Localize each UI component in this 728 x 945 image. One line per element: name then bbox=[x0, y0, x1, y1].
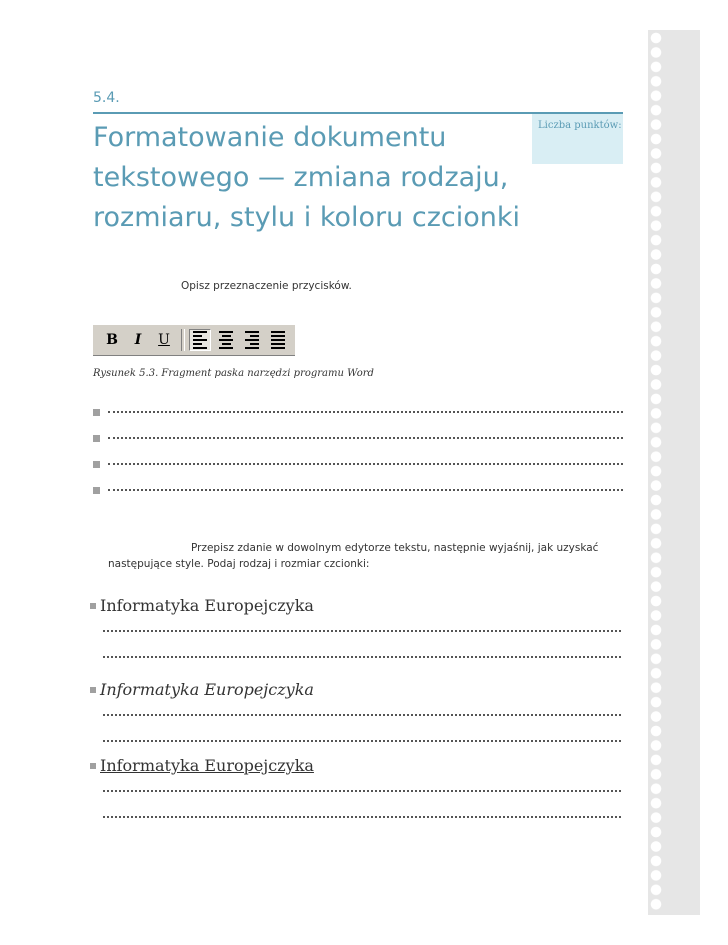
align-justify-icon bbox=[267, 329, 289, 351]
answer-line[interactable] bbox=[103, 740, 621, 742]
bold-icon: B bbox=[106, 332, 118, 348]
bullet-icon bbox=[90, 687, 96, 693]
toolbar-separator bbox=[181, 329, 185, 351]
sample-text: Informatyka Europejczyka bbox=[100, 756, 314, 775]
answer-line[interactable] bbox=[103, 816, 621, 818]
align-right-icon bbox=[241, 329, 263, 351]
sample-text: Informatyka Europejczyka bbox=[100, 596, 314, 615]
sample-normal bbox=[90, 596, 314, 615]
answer-line[interactable] bbox=[103, 790, 621, 792]
page-title: Formatowanie dokumentu tekstowego — zmiana rodzaju, rozmiaru, stylu i koloru czcionki bbox=[93, 122, 520, 233]
align-left-icon bbox=[189, 329, 211, 351]
figure-caption: Rysunek 5.3. Fragment paska narzędzi programu Word bbox=[93, 368, 374, 379]
align-center-icon bbox=[215, 329, 237, 351]
answer-line[interactable] bbox=[93, 483, 623, 497]
answer-line[interactable] bbox=[103, 630, 621, 632]
points-label: Liczba punktów: bbox=[538, 120, 622, 131]
answer-line[interactable] bbox=[93, 405, 623, 419]
sample-underline bbox=[90, 756, 314, 775]
task1-instruction: Opisz przeznaczenie przycisków. bbox=[181, 280, 352, 292]
underline-icon: U bbox=[158, 332, 170, 348]
bullet-icon bbox=[93, 461, 100, 468]
italic-icon: I bbox=[134, 332, 142, 348]
answer-line[interactable] bbox=[103, 714, 621, 716]
sample-italic bbox=[90, 680, 314, 699]
word-toolbar bbox=[93, 324, 295, 356]
task2-instruction: Przepisz zdanie w dowolnym edytorze tekstu, następnie wyjaśnij, jak uzyskać następujące style. Podaj rodzaj i rozmiar czcionki: bbox=[108, 542, 599, 570]
bullet-icon bbox=[93, 435, 100, 442]
bullet-icon bbox=[93, 409, 100, 416]
bullet-icon bbox=[93, 487, 100, 494]
answer-line[interactable] bbox=[93, 457, 623, 471]
bullet-icon bbox=[90, 603, 96, 609]
binding-holes bbox=[649, 32, 663, 912]
bullet-icon bbox=[90, 763, 96, 769]
answer-line[interactable] bbox=[103, 656, 621, 658]
section-number: 5.4. bbox=[93, 90, 120, 106]
answer-line[interactable] bbox=[93, 431, 623, 445]
sample-text: Informatyka Europejczyka bbox=[100, 680, 314, 699]
points-box[interactable] bbox=[532, 114, 623, 164]
